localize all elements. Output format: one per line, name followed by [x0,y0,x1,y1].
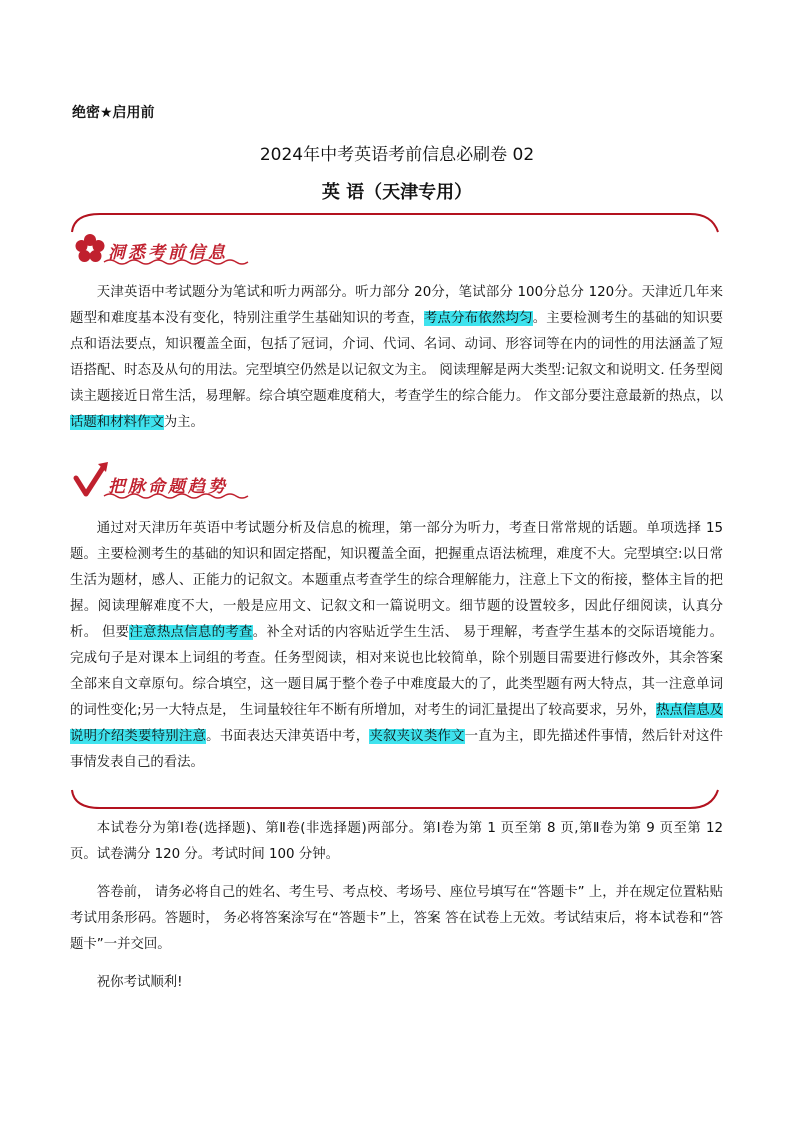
section2-text-b: 。补全对话的内容贴近学生生活、 易于理解，考查学生基本的交际语境能力。 完成句子是对课本上词组的考查。任务型阅读，相对来说也比较简单，除个别题目需要进行修改外，其余答案全部来自文章原句。综合填空，这一题目属于整个卷子中难度最大的了，此类型题有两大特点，其一注意单词的词性变化;另一大特点是， 生词量较往年不断有所增加，对考生的词汇量提出了较高要求，另外， [70,625,724,718]
page-subtitle: 英 语（天津专用） [321,182,473,203]
section2-text-a: 通过对天津历年英语中考试题分析及信息的梳理，第一部分为听力，考查日常常规的话题。单项选择 15题。主要检测考生的基础的知识和固定搭配，知识覆盖全面，把握重点语法梳理，难度不大。完型填空:以日常生活为题材，感人、正能力的记叙文。本题重点考查学生的综合理解能力，注意上下文的衔接，整体主旨的把握。阅读理解难度不大，一般是应用文、记叙文和一篇说明文。细节题的设置较多，因此仔细阅读，认真分析。 但要 [70,521,723,640]
section1-highlight-b: 话题和材料作文 [70,415,164,430]
page-title: 2024年中考英语考前信息必刷卷 02 [259,145,535,165]
instructions-paragraph-3: 祝你考试顺利! [96,975,183,990]
section2-text-d: 一直为主，即先描述件事情，然后针对这件事情发表自己的看法。 [70,729,724,770]
section1-text-b: 。主要检测考生的基础的知识要点和语法要点，知识覆盖全面，包括了冠词，介词、代词、名词、动词、形容词等在内的词性的用法涵盖了短语搭配、时态及从句的用法。完型填空仍然是以记叙文为主。 阅读理解是两大类型:记叙文和说明文. 任务型阅读主题接近日常生活，易理解。综合填空题难度稍大，考查学生的综合能力。 作文部分要注意最新的热点，以 [70,311,724,404]
section2-highlight-a: 注意热点信息的考查 [129,625,253,640]
section2-highlight-b: 热点信息及说明介绍类要特别注意 [70,703,724,744]
section1-paragraph [70,280,723,436]
instructions-paragraph-2: 答卷前， 请务必将自己的姓名、考生号、考点校、考场号、座位号填写在“答题卡” 上，并在规定位置粘贴考试用条形码。答题时， 务必将答案涂写在“答题卡”上，答案 答在试卷上无效。考试结束后，将本试卷和“答题卡”一并交回。 [70,885,723,952]
bottom-frame-arc [72,790,718,808]
top-frame-arc [72,214,718,232]
section2-paragraph [70,516,723,776]
secret-label: 绝密★启用前 [72,105,155,121]
section1-text-c: 为主。 [163,415,204,430]
section1-highlight-a: 考点分布依然均匀 [423,311,533,326]
section2-text-c: 。书面表达天津英语中考， [206,729,370,744]
check-arrow-icon [76,462,108,494]
section1-text-a: 天津英语中考试题分为笔试和听力两部分。听力部分 20分，笔试部分 100分总分 120分。天津近几年来题型和难度基本没有变化，特别注重学生基础知识的考查， [70,285,723,326]
section1-heading: 洞悉考前信息 [108,243,228,263]
section2-highlight-c: 夹叙夹议类作文 [369,729,465,744]
instructions-paragraph-1: 本试卷分为第Ⅰ卷(选择题)、第Ⅱ卷(非选择题)两部分。第Ⅰ卷为第 1 页至第 8 页,第Ⅱ卷为第 9 页至第 12 页。试卷满分 120 分。考试时间 100 分钟。 [70,821,723,862]
flower-icon [76,234,105,262]
section2-heading: 把脉命题趋势 [108,477,228,497]
